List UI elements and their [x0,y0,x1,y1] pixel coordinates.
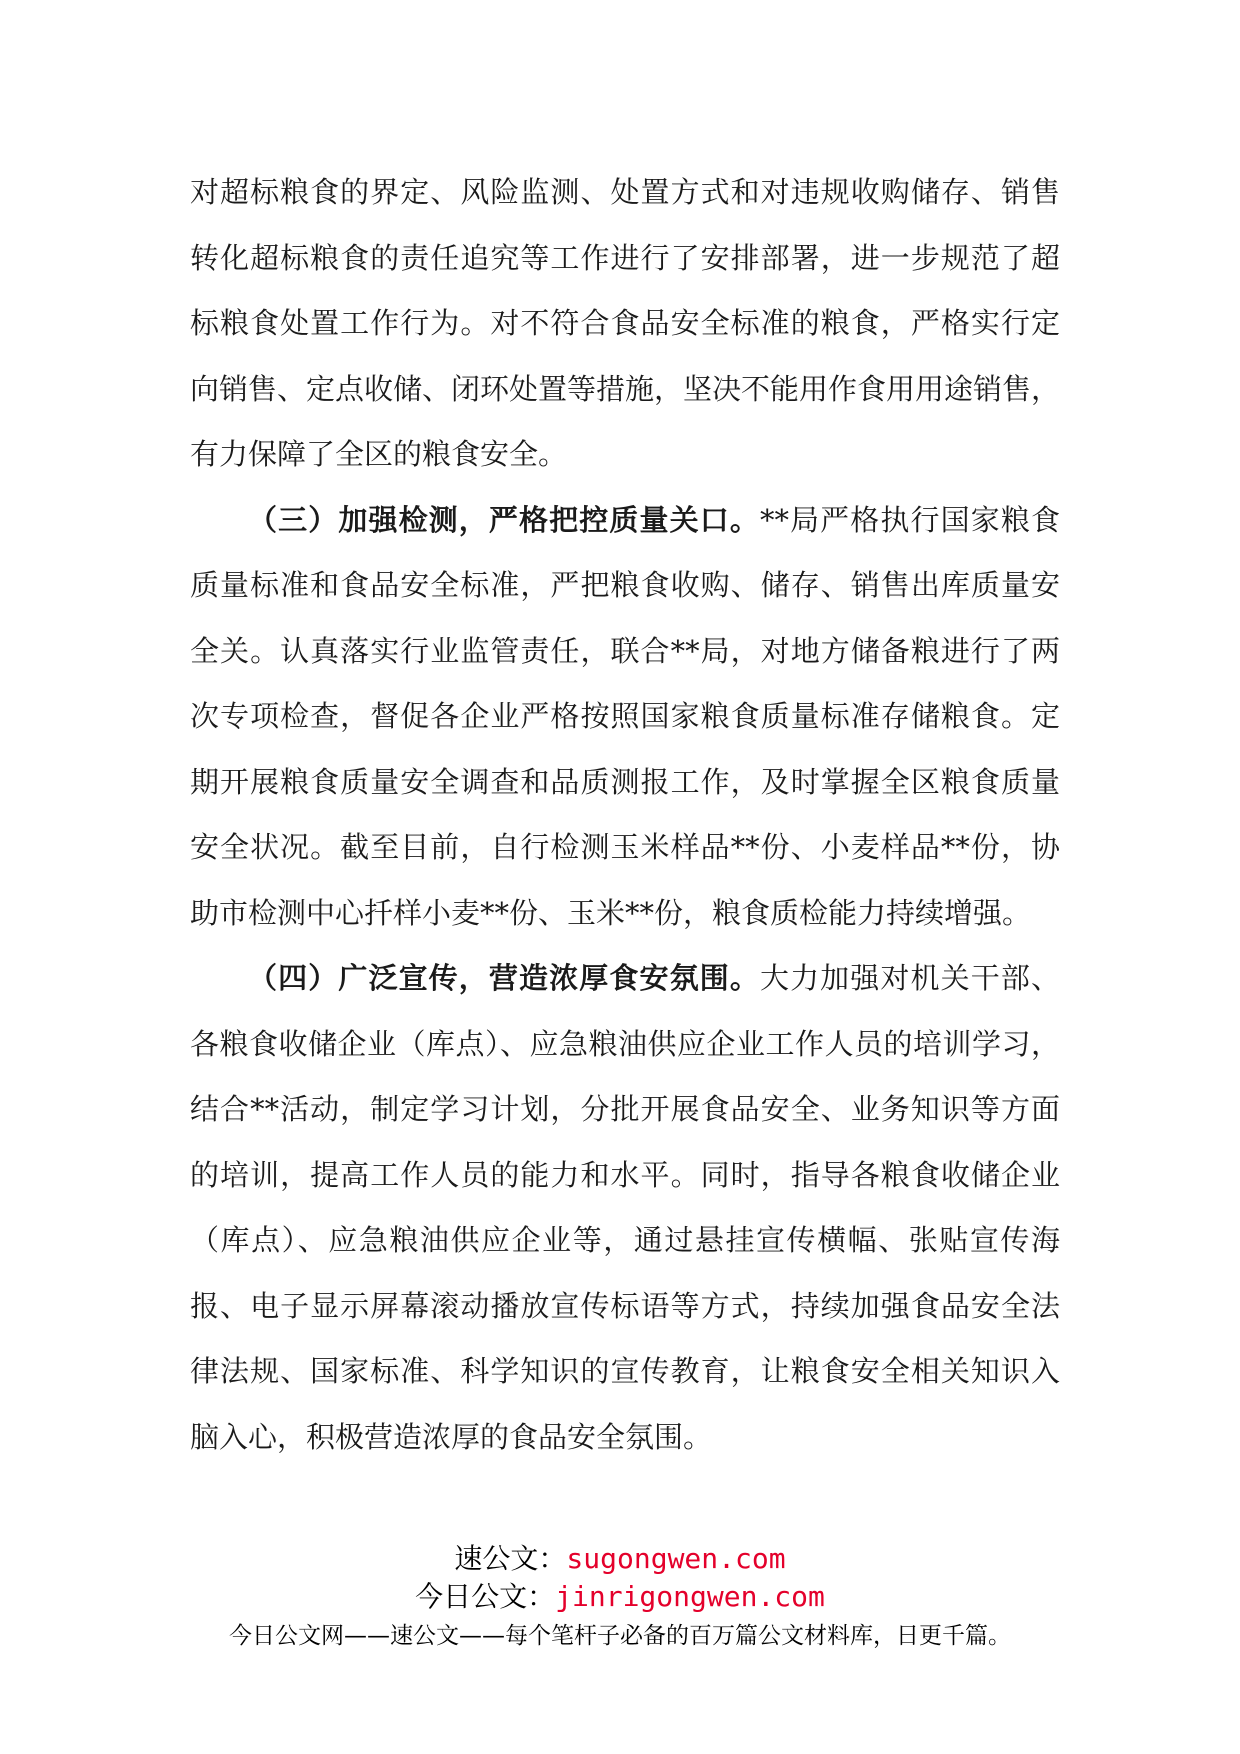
footer-label-sugongwen: 速公文： [454,1542,567,1575]
document-body [190,174,1060,1484]
jinrigongwen-link[interactable]: jinrigongwen.com [555,1580,825,1613]
body-line: 向销售、定点收储、闭环处置等措施，坚决不能用作食用用途销售， [190,371,1061,406]
body-line: 结合**活动，制定学习计划，分批开展食品安全、业务知识等方面 [190,1092,1060,1126]
body-line: 期开展粮食质量安全调查和品质测报工作，及时掌握全区粮食质量 [190,764,1060,799]
body-line: 对超标粮食的界定、风险监测、处置方式和对违规收购储存、销售 [190,175,1060,209]
body-line: 全关。认真落实行业监管责任，联合**局，对地方储备粮进行了两 [190,633,1060,668]
footer-label-jinrigongwen: 今日公文： [415,1580,556,1613]
footer-slogan: 今日公文网——速公文——每个笔杆子必备的百万篇公文材料库，日更千篇。 [229,1623,1011,1649]
body-line: 报、电子显示屏幕滚动播放宣传标语等方式，持续加强食品安全法 [190,1288,1060,1323]
body-line: 转化超标粮食的责任追究等工作进行了安排部署，进一步规范了超 [190,240,1060,275]
sugongwen-link[interactable]: sugongwen.com [566,1542,786,1575]
body-line: 次专项检查，督促各企业严格按照国家粮食质量标准存储粮食。定 [190,699,1060,733]
section-3-first-line [190,502,1060,568]
body-line: 脑入心，积极营造浓厚的食品安全氛围。 [190,1419,713,1454]
footer-sugongwen [0,1537,1240,1577]
section-4-first-line [190,960,1060,1026]
body-line: 各粮食收储企业（库点）、应急粮油供应企业工作人员的培训学习， [190,1026,1060,1061]
body-line: 有力保障了全区的粮食安全。 [190,437,568,471]
body-line: 助市检测中心扦样小麦**份、玉米**份，粮食质检能力持续增强。 [190,895,1032,930]
body-line: 标粮食处置工作行为。对不符合食品安全标准的粮食，严格实行定 [190,306,1060,340]
section-4-first-text: 大力加强对机关干部、 [759,961,1060,995]
footer-jinrigongwen [0,1575,1240,1615]
body-line: 质量标准和食品安全标准，严把粮食收购、储存、销售出库质量安 [190,568,1060,602]
section-4-heading: （四）广泛宣传，营造浓厚食安氛围。 [248,961,760,995]
section-3-first-text: **局严格执行国家粮食 [759,502,1060,537]
body-line: （库点）、应急粮油供应企业等，通过悬挂宣传横幅、张贴宣传海 [190,1223,1060,1257]
body-line: 的培训，提高工作人员的能力和水平。同时，指导各粮食收储企业 [190,1157,1060,1192]
body-line: 律法规、国家标准、科学知识的宣传教育，让粮食安全相关知识入 [190,1354,1060,1388]
section-3-heading: （三）加强检测，严格把控质量关口。 [248,502,760,537]
body-line: 安全状况。截至目前，自行检测玉米样品**份、小麦样品**份，协 [190,830,1060,864]
